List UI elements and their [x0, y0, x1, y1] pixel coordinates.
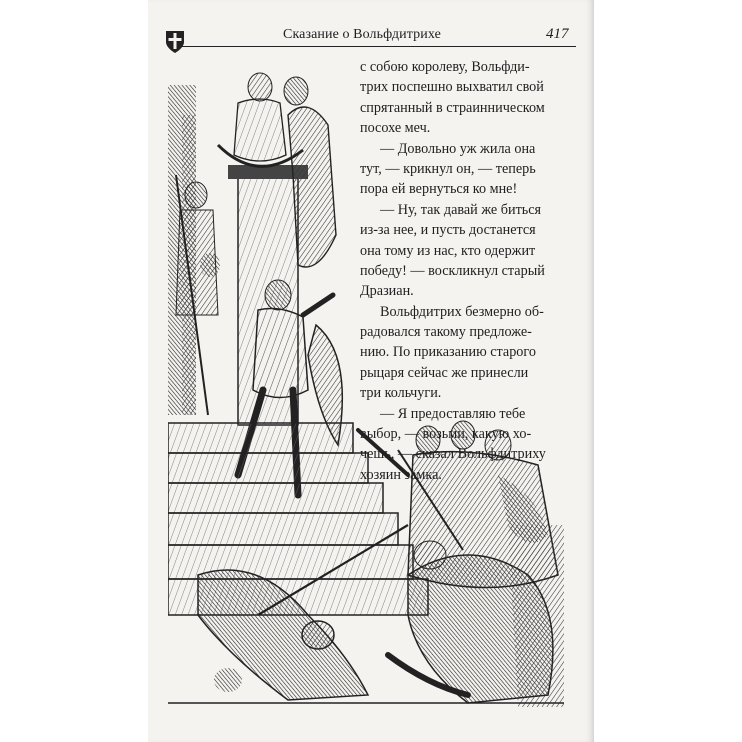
text-line: с собою королеву, Вольфди- — [360, 59, 530, 75]
shield-cross-icon — [165, 30, 185, 54]
text-line: Вольфдитрих безмерно об- — [380, 303, 544, 320]
body-text — [360, 57, 580, 485]
text-line: выбор, — возьми, какую хо- — [360, 426, 532, 443]
text-line: посохе меч. — [360, 120, 431, 137]
text-line: хозяин замка. — [360, 466, 442, 483]
text-line: радовался такому предложе- — [360, 324, 532, 341]
text-line: она тому из нас, кто одержит — [360, 242, 536, 259]
text-line: победу! — воскликнул старый — [360, 262, 545, 279]
header-rule — [180, 46, 576, 47]
text-line: Дразиан. — [360, 283, 414, 300]
text-line: трих поспешно выхватил свой — [360, 79, 544, 96]
text-line: спрятанный в страинническом — [360, 99, 545, 116]
text-line: — Ну, так давай же биться — [380, 201, 542, 218]
text-line: три кольчуги. — [360, 385, 442, 402]
text-line: — Довольно уж жила она — [380, 140, 536, 157]
text-line: рыцаря сейчас же принесли — [360, 364, 529, 381]
text-line: тут, — крикнул он, — теперь — [360, 160, 536, 177]
running-head-title: Сказание о Вольфдитрихе — [283, 27, 441, 42]
text-line: — Я предоставляю тебе — [380, 405, 526, 422]
text-line: из-за нее, и пусть достанется — [360, 222, 536, 239]
page-number: 417 — [546, 26, 569, 42]
text-line: чешь, — сказал Вольфдитриху — [360, 446, 546, 463]
text-line: пора ей вернуться ко мне! — [360, 181, 518, 198]
text-line: нию. По приказанию старого — [360, 344, 536, 361]
